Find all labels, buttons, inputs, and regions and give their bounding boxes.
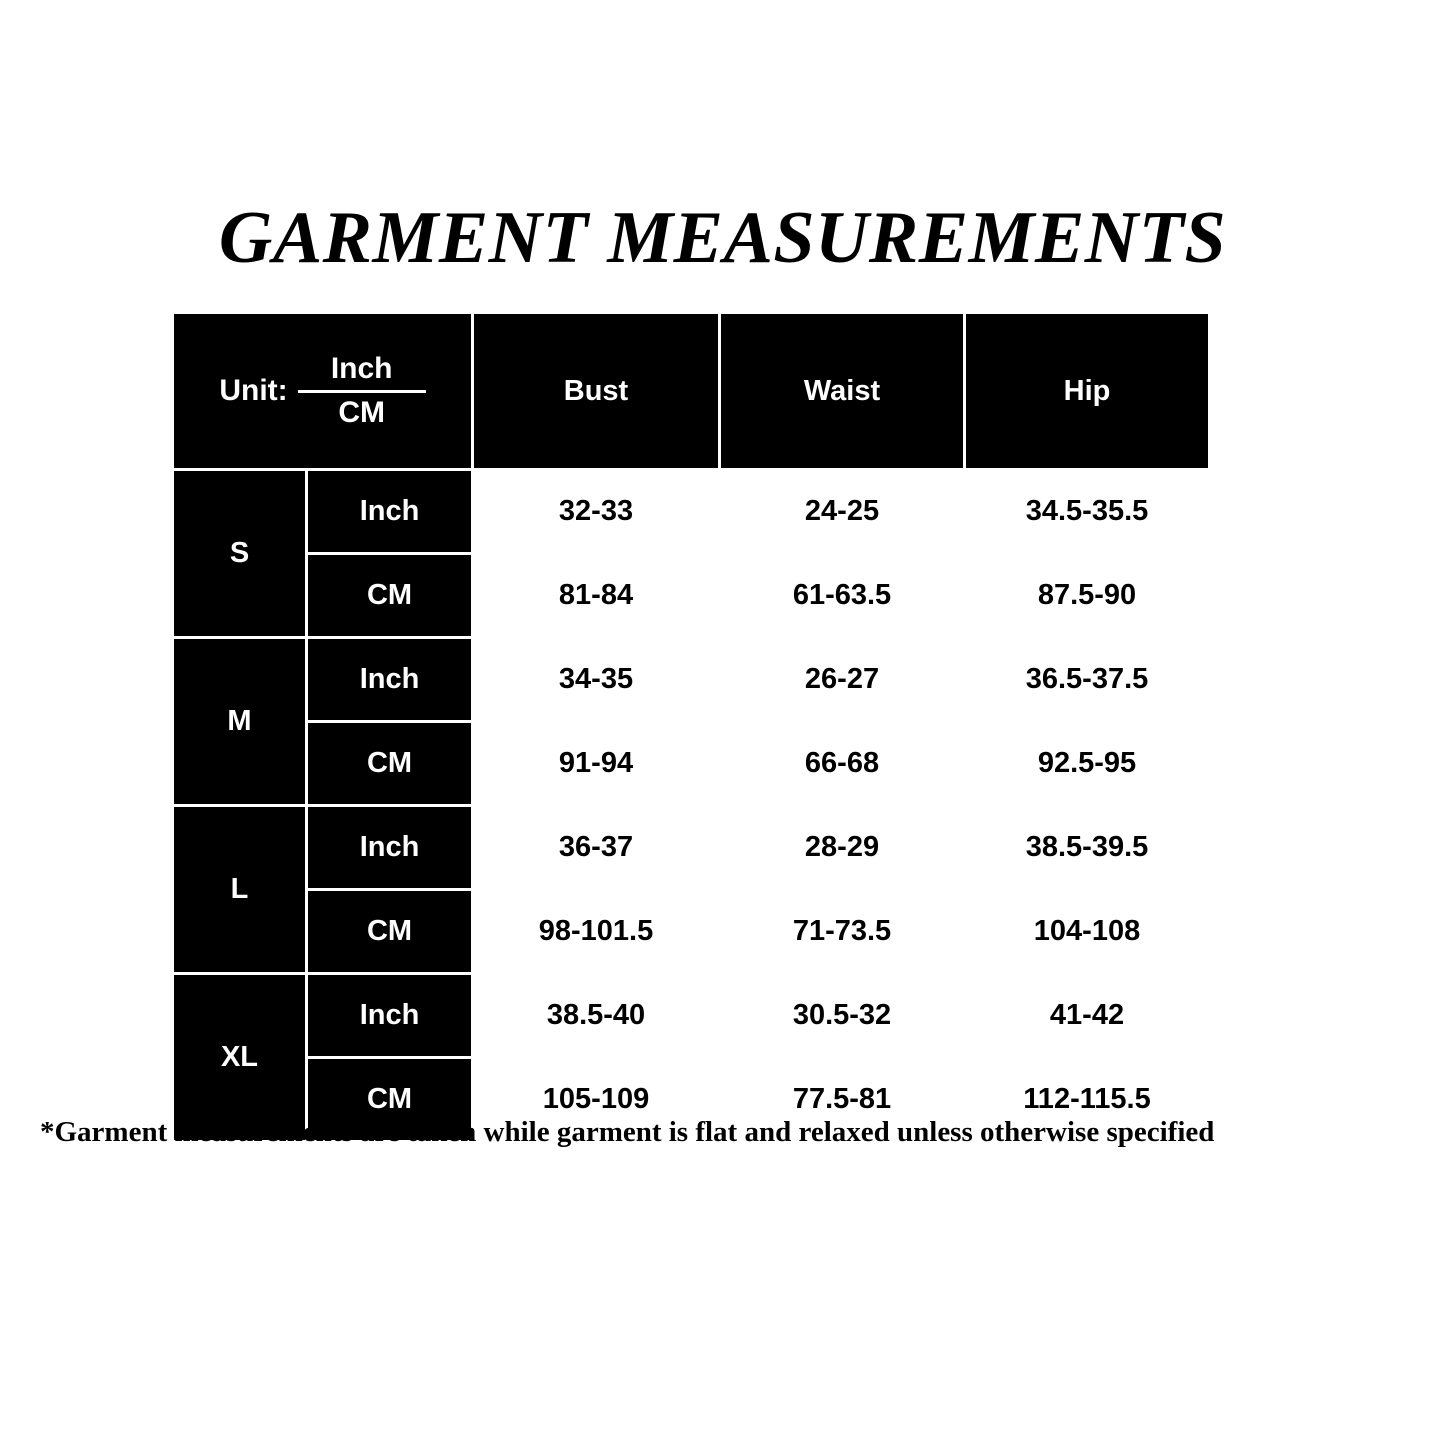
cell-hip: 92.5-95 — [965, 722, 1210, 806]
cell-bust: 105-109 — [473, 1058, 720, 1142]
cell-bust: 32-33 — [473, 470, 720, 554]
column-header-bust: Bust — [473, 313, 720, 470]
table-row — [173, 974, 1210, 1058]
cell-bust: 98-101.5 — [473, 890, 720, 974]
table-row — [173, 554, 1210, 638]
table-row — [173, 890, 1210, 974]
size-label-xl: XL — [173, 974, 307, 1142]
cell-bust: 36-37 — [473, 806, 720, 890]
cell-hip: 38.5-39.5 — [965, 806, 1210, 890]
row-unit-label: CM — [307, 722, 473, 806]
size-label-l: L — [173, 806, 307, 974]
row-unit-label: CM — [307, 554, 473, 638]
row-unit-label: CM — [307, 1058, 473, 1142]
unit-fraction-numerator: Inch — [330, 352, 393, 385]
cell-waist: 26-27 — [720, 638, 965, 722]
footnote-text: *Garment measurements are taken while garment is flat and relaxed unless otherwise specified — [40, 1116, 1215, 1148]
cell-hip: 41-42 — [965, 974, 1210, 1058]
cell-hip: 36.5-37.5 — [965, 638, 1210, 722]
unit-fraction-denominator: CM — [338, 395, 385, 429]
cell-bust: 34-35 — [473, 638, 720, 722]
cell-hip: 112-115.5 — [965, 1058, 1210, 1142]
row-unit-label: Inch — [307, 470, 473, 554]
table-row — [173, 806, 1210, 890]
cell-waist: 71-73.5 — [720, 890, 965, 974]
garment-measurements-table — [171, 311, 1211, 1143]
cell-waist: 24-25 — [720, 470, 965, 554]
cell-hip: 87.5-90 — [965, 554, 1210, 638]
row-unit-label: Inch — [307, 638, 473, 722]
table-row — [173, 470, 1210, 554]
row-unit-label: Inch — [307, 806, 473, 890]
cell-waist: 30.5-32 — [720, 974, 965, 1058]
cell-waist: 61-63.5 — [720, 554, 965, 638]
cell-waist: 66-68 — [720, 722, 965, 806]
table-row — [173, 722, 1210, 806]
cell-hip: 104-108 — [965, 890, 1210, 974]
cell-bust: 81-84 — [473, 554, 720, 638]
page-title: GARMENT MEASUREMENTS — [218, 197, 1227, 279]
size-label-m: M — [173, 638, 307, 806]
unit-fraction — [298, 352, 426, 430]
cell-waist: 28-29 — [720, 806, 965, 890]
cell-bust: 91-94 — [473, 722, 720, 806]
size-label-s: S — [173, 470, 307, 638]
unit-label: Unit: — [219, 374, 288, 407]
table-header-row — [173, 313, 1210, 470]
garment-measurements-table-wrapper — [171, 311, 1208, 1143]
column-header-hip: Hip — [965, 313, 1210, 470]
table-row — [173, 638, 1210, 722]
unit-header-cell — [173, 313, 473, 470]
row-unit-label: CM — [307, 890, 473, 974]
cell-bust: 38.5-40 — [473, 974, 720, 1058]
row-unit-label: Inch — [307, 974, 473, 1058]
cell-waist: 77.5-81 — [720, 1058, 965, 1142]
cell-hip: 34.5-35.5 — [965, 470, 1210, 554]
column-header-waist: Waist — [720, 313, 965, 470]
